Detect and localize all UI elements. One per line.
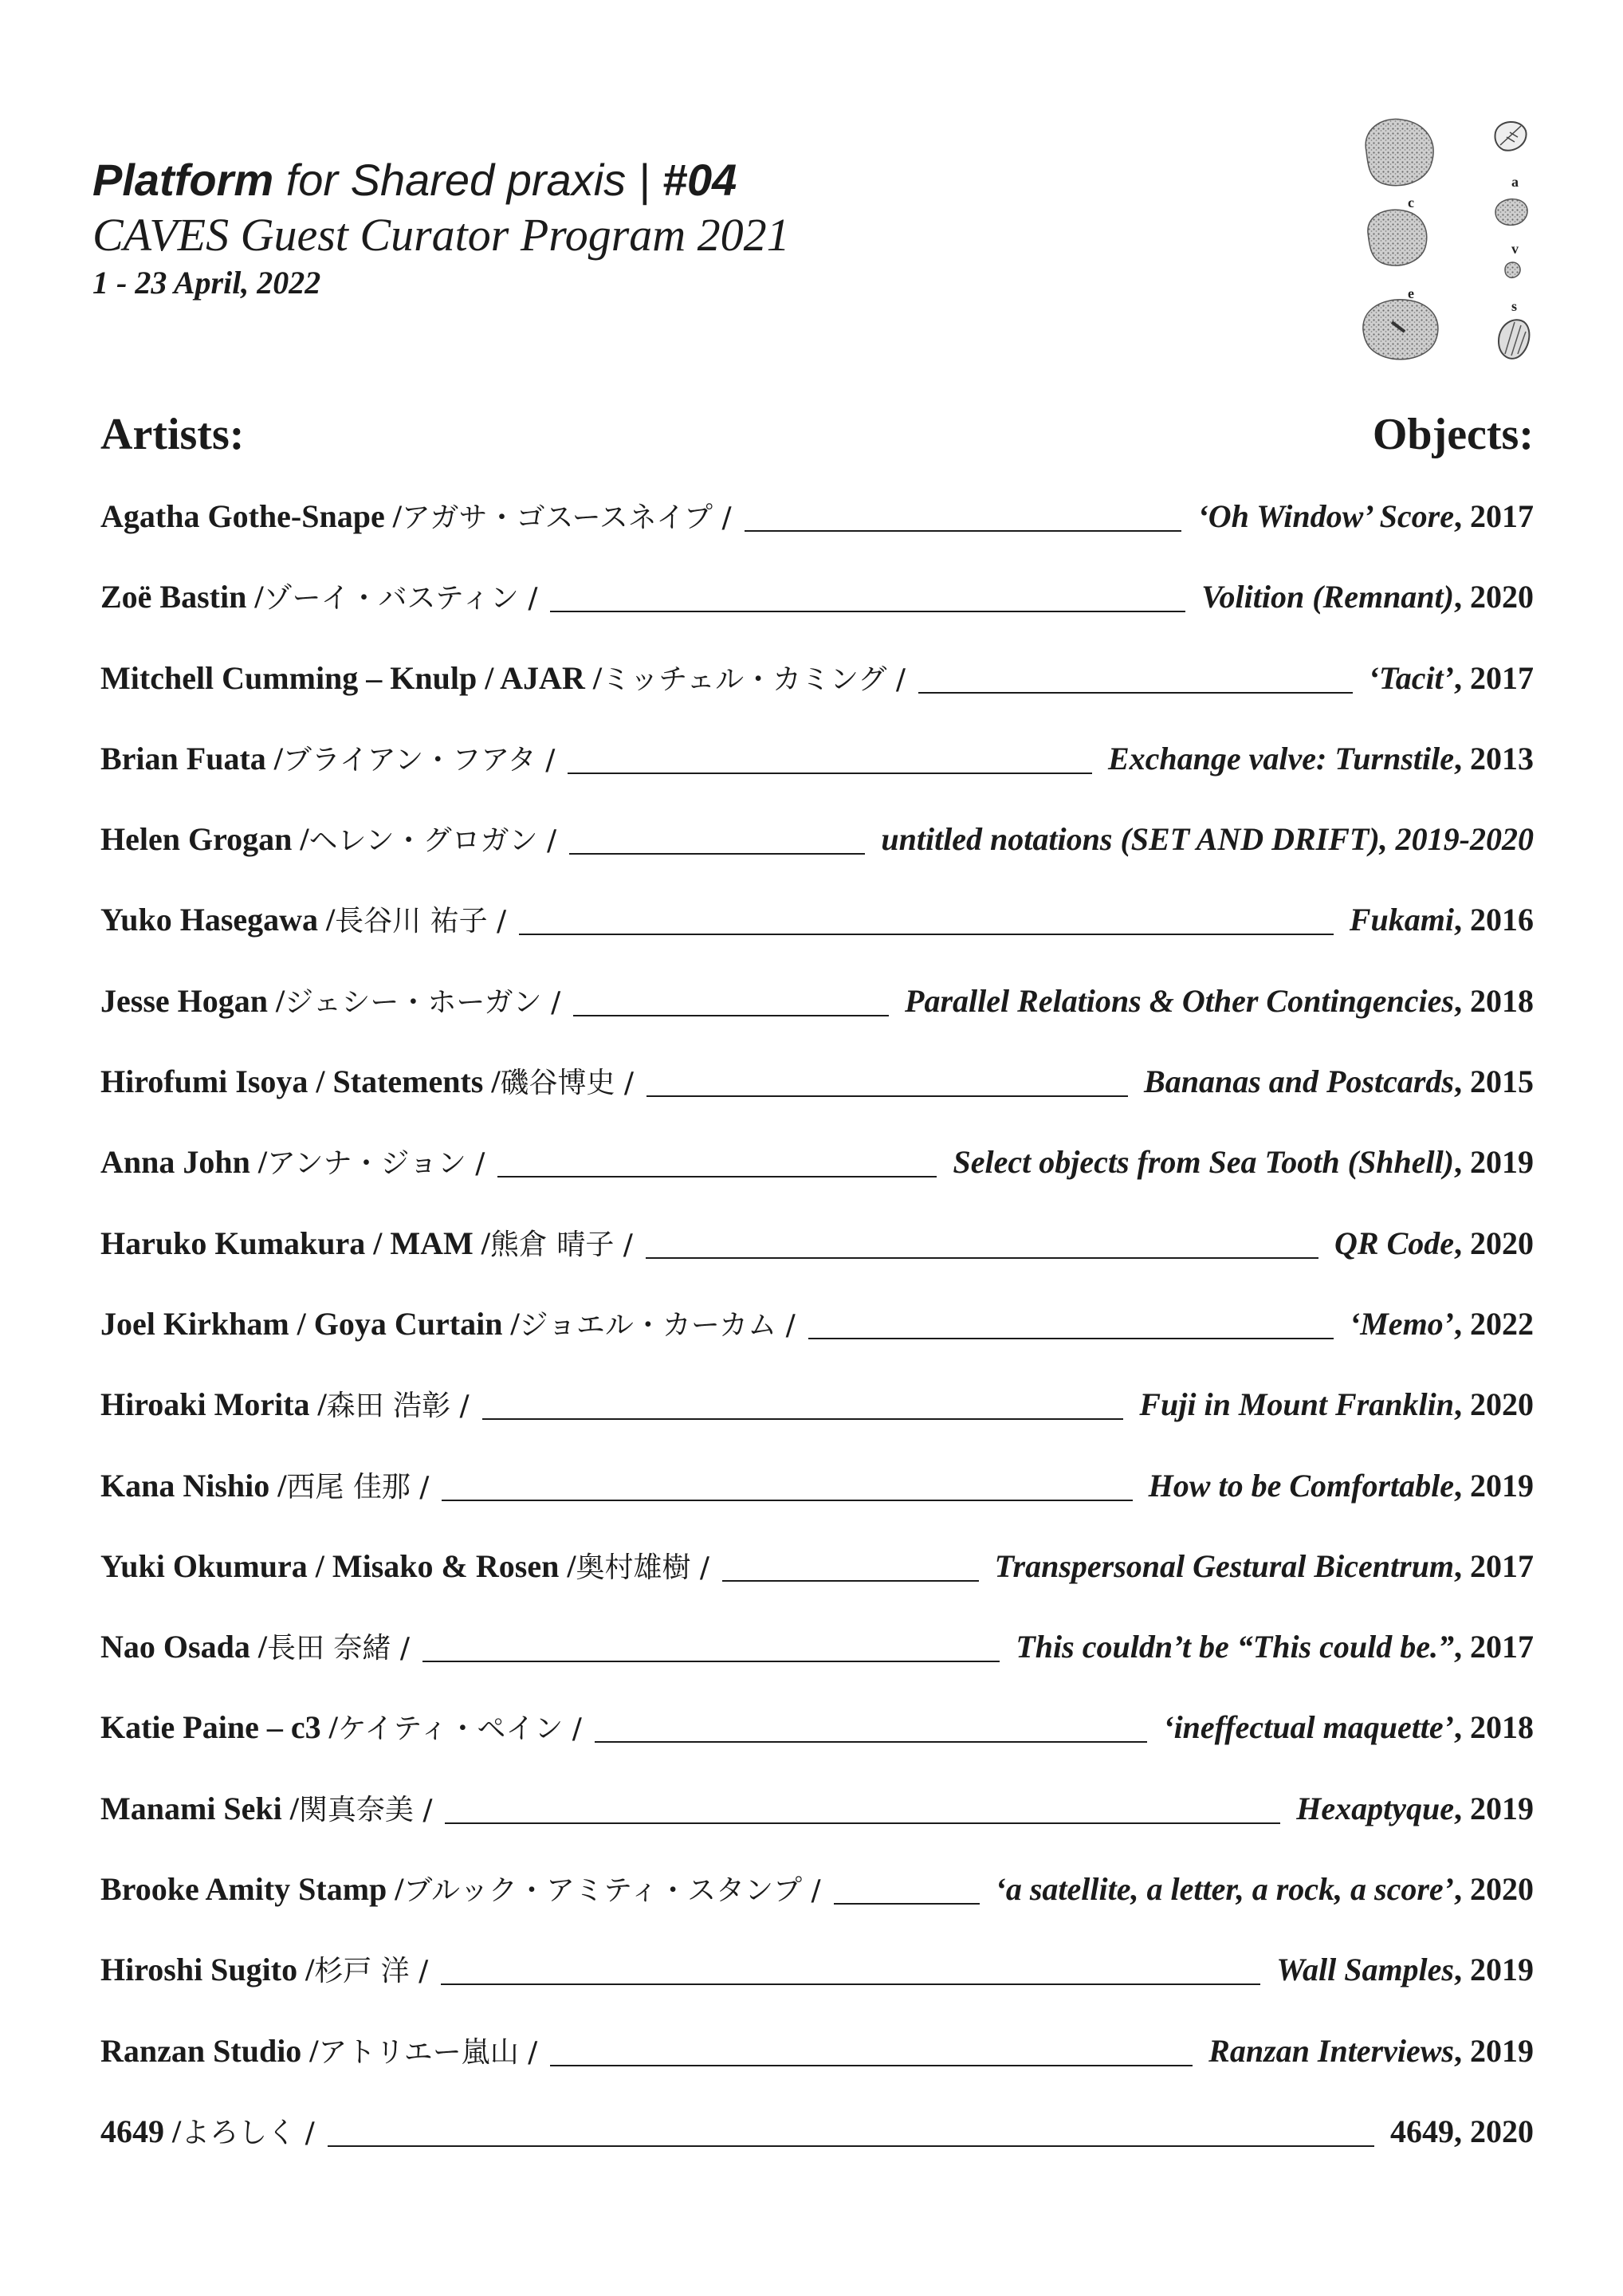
object-year: , 2018 [1454, 1709, 1534, 1746]
object-year: , 2019 [1454, 1467, 1534, 1504]
list-item [100, 1705, 1534, 1786]
object-title [996, 1867, 1534, 1912]
list-item [100, 979, 1534, 1060]
object-title-italic: Ranzan Interviews [1208, 2032, 1454, 2069]
document-header [92, 153, 790, 303]
artists-heading: Artists: [100, 410, 245, 459]
object-title-italic: Select objects from Sea Tooth (Shhell) [953, 1144, 1454, 1181]
object-title [1369, 656, 1534, 701]
stone-bottom-icon [1363, 300, 1438, 360]
blank-underline [722, 1579, 979, 1582]
artist-name: Zoë Bastin / [100, 579, 264, 615]
blank-underline [569, 852, 865, 855]
list-item [100, 1867, 1534, 1948]
blank-underline [568, 772, 1092, 774]
artist-name: Jesse Hogan / [100, 982, 285, 1019]
artist-name: Ranzan Studio / [100, 2032, 319, 2069]
list-item [100, 575, 1534, 655]
object-title-italic: Wall Samples [1276, 1952, 1454, 1988]
artist-name: Yuki Okumura / Misako & Rosen / [100, 1547, 576, 1584]
list-item [100, 737, 1534, 817]
object-year: , 2022 [1454, 1305, 1534, 1342]
list-item [100, 494, 1534, 575]
object-title [1208, 2029, 1534, 2074]
object-year: , 2020 [1454, 1386, 1534, 1423]
blank-underline [646, 1095, 1128, 1097]
object-title [1334, 1221, 1534, 1266]
artist-name: Yuko Hasegawa / [100, 902, 336, 938]
object-year: , 2019 [1454, 2032, 1534, 2069]
blank-underline [573, 1014, 889, 1016]
object-title-italic: Bananas and Postcards [1144, 1063, 1454, 1100]
object-title-italic: Fukami [1349, 902, 1454, 938]
artist-name-japanese: 西尾 佳那 / [286, 1470, 430, 1504]
logo-letter-v: v [1511, 241, 1519, 257]
object-title [1016, 1625, 1534, 1669]
object-title [995, 1544, 1534, 1589]
blank-underline [745, 529, 1182, 532]
object-year: , 2013 [1454, 740, 1534, 776]
object-title [1276, 1948, 1534, 1992]
artist-name-japanese: よろしく / [181, 2116, 315, 2149]
object-year: , 2019 [1454, 1144, 1534, 1181]
platform-number-prefix: # [662, 155, 687, 205]
artist-name: Agatha Gothe-Snape / [100, 498, 402, 534]
program-title: CAVES Guest Curator Program 2021 [92, 209, 790, 261]
object-title [953, 1140, 1534, 1185]
object-title [1201, 575, 1534, 619]
object-title-italic: QR Code [1334, 1225, 1454, 1261]
stone-v-icon [1495, 199, 1527, 226]
artist-name-japanese: ケイティ・ペイン / [337, 1712, 582, 1746]
object-title [1390, 2109, 1534, 2154]
list-item [100, 2029, 1534, 2109]
artist-name-japanese: 杉戸 洋 / [314, 1955, 429, 1988]
list-item [100, 1787, 1534, 1867]
logo-letter-e: e [1408, 285, 1414, 301]
artist-name: Nao Osada / [100, 1629, 267, 1665]
blank-underline [441, 1983, 1260, 1985]
artist-name: Manami Seki / [100, 1790, 299, 1826]
platform-title-bold: Platform [92, 155, 274, 205]
object-title-italic: ‘ineffectual maquette’ [1163, 1709, 1454, 1746]
blank-underline [497, 1175, 937, 1177]
blank-underline [328, 2145, 1374, 2147]
list-item [100, 898, 1534, 978]
artist-name: Katie Paine – c3 / [100, 1709, 338, 1746]
blank-underline [482, 1417, 1124, 1420]
list-item [100, 2109, 1534, 2190]
blank-underline [442, 1499, 1132, 1501]
object-year: , 2017 [1454, 1547, 1534, 1584]
object-title [1296, 1787, 1534, 1831]
artist-name: Helen Grogan / [100, 821, 309, 858]
artist-name: Brian Fuata / [100, 740, 283, 776]
object-title [905, 979, 1534, 1024]
object-title-italic: Transpersonal Gestural Bicentrum [994, 1547, 1454, 1584]
object-year: , 2019 [1454, 1952, 1534, 1988]
artist-name-japanese: ジェシー・ホーガン / [285, 985, 561, 1019]
blank-underline [834, 1902, 980, 1905]
stone-small-icon [1505, 262, 1520, 277]
platform-title [92, 153, 790, 207]
artist-name: Hirofumi Isoya / Statements / [100, 1063, 501, 1100]
object-title-italic: ‘Tacit’ [1368, 659, 1454, 696]
logo-letter-c: c [1408, 195, 1414, 210]
stone-c-icon [1366, 119, 1433, 185]
artist-name: Anna John / [100, 1144, 267, 1181]
object-title [1197, 494, 1534, 539]
platform-title-rest: for Shared praxis | [273, 155, 662, 205]
artist-object-list [100, 494, 1534, 2190]
artist-name-japanese: 磯谷博史 / [500, 1067, 635, 1100]
blank-underline [519, 933, 1334, 935]
artist-name: Mitchell Cumming – Knulp / AJAR / [100, 659, 602, 696]
blank-underline [808, 1337, 1334, 1339]
blank-underline [646, 1256, 1318, 1259]
object-title-italic: ‘a satellite, a letter, a rock, a score’ [995, 1871, 1454, 1908]
object-year: , 2017 [1454, 659, 1534, 696]
object-title [1350, 1302, 1534, 1347]
artist-name-japanese: 長田 奈緒 / [266, 1632, 410, 1665]
object-title-italic: ‘Oh Window’ Score [1197, 498, 1454, 534]
artist-name: 4649 / [100, 2113, 182, 2149]
list-item [100, 1948, 1534, 2028]
logo-letter-s: s [1511, 298, 1518, 314]
object-title-italic: How to be Comfortable [1148, 1467, 1454, 1504]
leaf-a-icon [1495, 122, 1526, 151]
objects-heading: Objects: [1372, 410, 1534, 459]
artist-name: Joel Kirkham / Goya Curtain / [100, 1305, 520, 1342]
list-item [100, 1140, 1534, 1221]
artist-name-japanese: アンナ・ジョン / [266, 1147, 485, 1181]
artist-name-japanese: 長谷川 祐子 / [335, 905, 507, 938]
artist-name-japanese: ヘレン・グロガン / [308, 824, 557, 858]
artist-name: Hiroaki Morita / [100, 1386, 327, 1423]
list-item [100, 1302, 1534, 1382]
object-title-italic: Hexaptyque [1296, 1790, 1454, 1826]
object-year: , 2017 [1454, 1629, 1534, 1665]
program-dates: 1 - 23 April, 2022 [92, 265, 321, 301]
object-year: , 2020 [1454, 579, 1534, 615]
artist-name-japanese: アトリエー嵐山 / [318, 2035, 538, 2069]
artist-name-japanese: ジョエル・カーカム / [519, 1308, 796, 1342]
object-year: , 2017 [1454, 498, 1534, 534]
artist-name-japanese: 森田 浩彰 / [326, 1390, 470, 1423]
object-year: , 2020 [1454, 1225, 1534, 1261]
object-year: , 2018 [1454, 982, 1534, 1019]
list-item [100, 1625, 1534, 1705]
object-year: 4649, 2020 [1390, 2113, 1534, 2149]
list-item [100, 817, 1534, 898]
blank-underline [550, 2064, 1193, 2066]
artist-name-japanese: ミッチェル・カミング / [601, 662, 906, 696]
object-title [1144, 1060, 1534, 1104]
list-item [100, 1060, 1534, 1140]
artist-name-japanese: 関真奈美 / [298, 1793, 433, 1826]
artist-name-japanese: ゾーイ・バスティン / [263, 582, 538, 615]
object-year: , 2015 [1454, 1063, 1534, 1100]
artist-name-japanese: 熊倉 晴子 / [489, 1228, 633, 1261]
blank-underline [550, 610, 1185, 612]
stone-e-icon [1368, 210, 1427, 265]
object-title [1350, 898, 1534, 942]
blank-underline [445, 1822, 1280, 1824]
object-title-italic: Parallel Relations & Other Contingencies [905, 982, 1454, 1019]
list-item [100, 656, 1534, 737]
object-title-italic: Exchange valve: Turnstile [1107, 740, 1454, 776]
blank-underline [918, 691, 1353, 694]
shell-icon [1499, 320, 1529, 358]
artist-name: Hiroshi Sugito / [100, 1952, 315, 1988]
blank-underline [422, 1660, 1000, 1662]
object-title-italic: Fuji in Mount Franklin [1139, 1386, 1454, 1423]
artist-name-japanese: ブライアン・フアタ / [282, 743, 556, 776]
list-item [100, 1221, 1534, 1302]
artist-name: Haruko Kumakura / MAM / [100, 1225, 490, 1261]
list-item [100, 1382, 1534, 1463]
object-title-italic: ‘Memo’ [1349, 1305, 1454, 1342]
object-title [881, 817, 1534, 862]
blank-underline [595, 1740, 1147, 1743]
object-title [1149, 1464, 1534, 1508]
list-item [100, 1464, 1534, 1544]
object-year: , 2020 [1454, 1871, 1534, 1908]
object-title-italic: Volition (Remnant) [1201, 579, 1454, 615]
object-title [1139, 1382, 1534, 1427]
artist-name: Kana Nishio / [100, 1467, 287, 1504]
object-year: , 2016 [1454, 902, 1534, 938]
object-year: , 2019 [1454, 1790, 1534, 1826]
list-item [100, 1544, 1534, 1625]
object-title [1163, 1705, 1534, 1750]
artist-name-japanese: アガサ・ゴスースネイプ / [401, 501, 732, 534]
object-title [1108, 737, 1534, 781]
object-title-italic: This couldn’t be “This could be.” [1016, 1629, 1454, 1665]
platform-number: 04 [686, 155, 737, 205]
logo-letter-a: a [1511, 174, 1519, 190]
caves-stones-logo [1358, 113, 1543, 381]
artist-name: Brooke Amity Stamp / [100, 1871, 404, 1908]
object-title-italic: untitled notations (SET AND DRIFT), 2019-2020 [881, 821, 1534, 858]
artist-name-japanese: 奥村雄樹 / [576, 1551, 710, 1584]
artist-name-japanese: ブルック・アミティ・スタンプ / [403, 1874, 821, 1908]
